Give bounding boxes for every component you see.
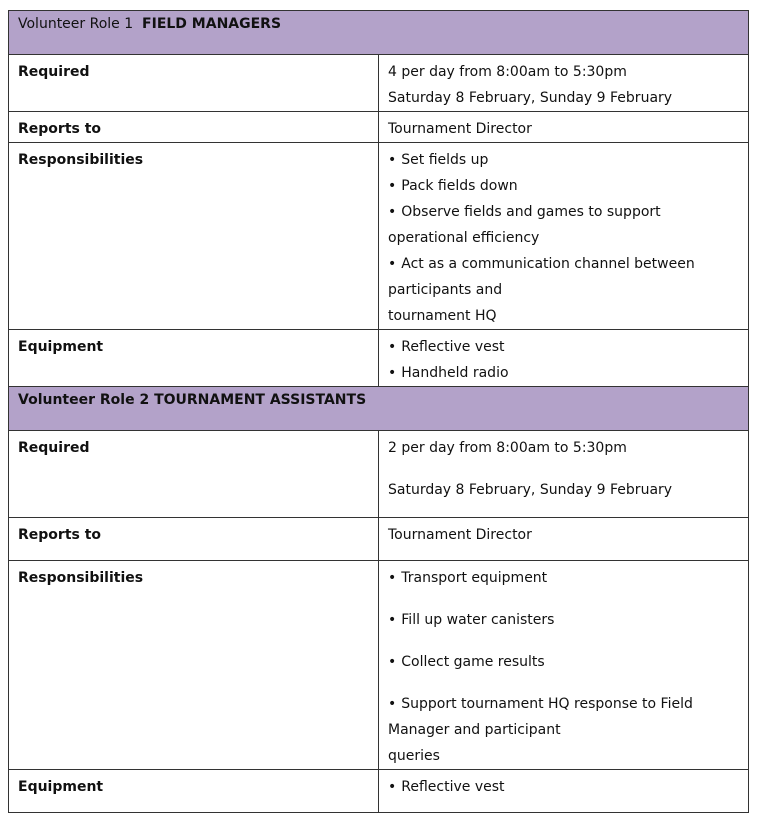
role1-required-line: Saturday 8 February, Sunday 9 February [388,90,673,106]
role2-responsibility-item: • Collect game results [388,649,739,675]
volunteer-roles-table [8,10,749,813]
role1-responsibility-item: • Observe fields and games to support operational efficiency [388,199,739,251]
role1-heading [9,11,749,55]
role1-equipment-item: • Reflective vest [388,334,739,360]
role1-required-value [379,55,749,112]
role1-responsibility-item: • Set fields up [388,147,739,173]
role2-reports-label: Reports to [9,518,379,561]
role1-required-label: Required [9,55,379,112]
role2-equipment-value [379,770,749,813]
role2-reports-row [9,518,749,561]
role2-reports-value: Tournament Director [379,518,749,561]
role2-responsibilities-label: Responsibilities [9,561,379,770]
role2-heading [9,387,749,431]
role2-equipment-label: Equipment [9,770,379,813]
role1-heading-title: FIELD MANAGERS [142,16,282,32]
role1-equipment-row [9,330,749,387]
role2-required-label: Required [9,431,379,518]
role2-required-value [379,431,749,518]
role1-responsibility-item: • Pack fields down [388,173,739,199]
role1-required-line: 4 per day from 8:00am to 5:30pm [388,64,627,80]
role1-responsibility-item: • Act as a communication channel between participants and [388,251,739,303]
role2-heading-title: Volunteer Role 2 TOURNAMENT ASSISTANTS [18,392,367,408]
role2-equipment-row [9,770,749,813]
role1-responsibility-item-cont: tournament HQ [388,308,497,324]
role2-responsibility-item: • Transport equipment [388,565,739,591]
role1-reports-value: Tournament Director [379,112,749,143]
role2-responsibilities-value [379,561,749,770]
role1-heading-row [9,11,749,55]
role1-equipment-label: Equipment [9,330,379,387]
role2-responsibilities-row [9,561,749,770]
role2-required-line: 2 per day from 8:00am to 5:30pm [388,440,627,456]
role1-responsibilities-row [9,143,749,330]
role1-required-row [9,55,749,112]
role1-heading-prefix: Volunteer Role 1 [18,16,134,32]
role2-heading-row [9,387,749,431]
role1-equipment-value [379,330,749,387]
role1-responsibilities-label: Responsibilities [9,143,379,330]
role2-required-row [9,431,749,518]
role1-responsibilities-value [379,143,749,330]
role2-equipment-item: • Reflective vest [388,774,739,800]
role1-reports-row [9,112,749,143]
role1-reports-label: Reports to [9,112,379,143]
role2-responsibility-item: • Fill up water canisters [388,607,739,633]
role1-equipment-item: • Handheld radio [388,360,739,386]
role2-responsibility-item-cont: queries [388,748,440,764]
role2-responsibility-item: • Support tournament HQ response to Field Manager and participant [388,691,739,743]
role2-required-line: Saturday 8 February, Sunday 9 February [388,482,673,498]
